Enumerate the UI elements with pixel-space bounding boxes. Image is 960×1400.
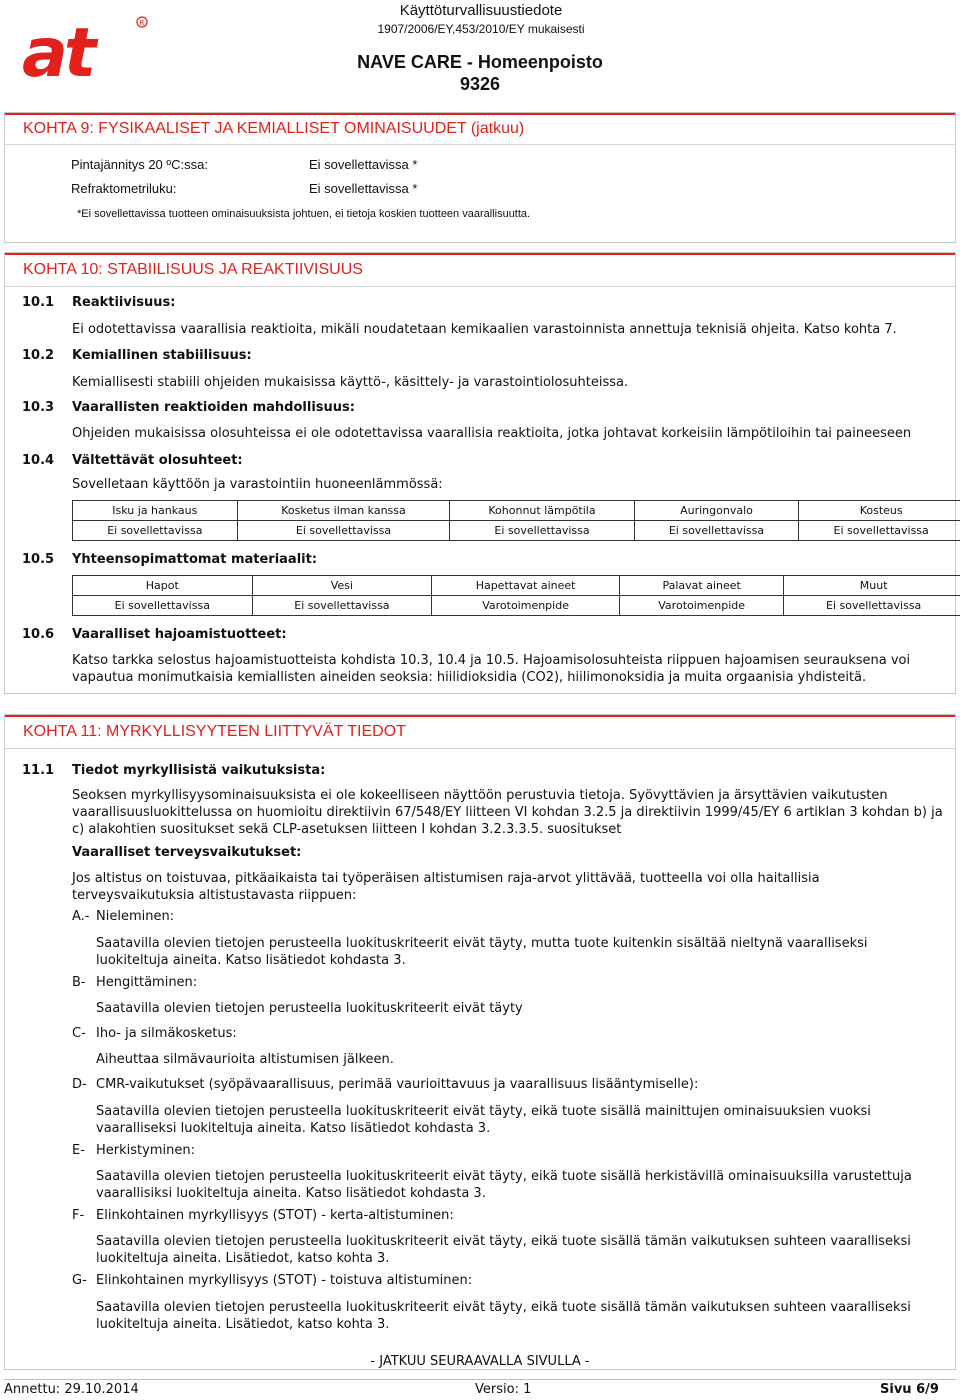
continues-note: - JATKUU SEURAAVALLA SIVULLA - <box>370 1354 590 1369</box>
regulation-reference: 1907/2006/EY,453/2010/EY mukaisesti <box>377 22 585 36</box>
conditions-table <box>72 500 960 541</box>
effect-letter: G- <box>72 1273 87 1288</box>
health-effects-heading: Vaaralliset terveysvaikutukset: <box>72 845 302 860</box>
product-code: 9326 <box>459 74 501 94</box>
effect-heading: CMR-vaikutukset (syöpävaarallisuus, perimää vaurioittavuus ja vaarallisuus lisääntymiselle): <box>96 1077 699 1092</box>
issued-date: Annettu: 29.10.2014 <box>4 1382 139 1397</box>
table-cell: Ei sovellettavissa <box>73 521 238 541</box>
effect-text: Saatavilla olevien tietojen perusteella luokituskriteerit eivät täyty, eikä tuote sisällä herkistävillä ominaisuuksilla varustettuja vaarallisiksi luokiteltuja aineita. Katso lisätiedot kohdasta 3. <box>96 1169 912 1201</box>
effect-letter: F- <box>72 1208 85 1223</box>
table-cell: Ei sovellettavissa <box>450 521 634 541</box>
table-header-row <box>73 501 960 521</box>
item-heading: Vaaralliset hajoamistuotteet: <box>72 627 287 642</box>
table-header-cell: Muut <box>784 576 960 596</box>
table-row <box>73 521 960 541</box>
item-number: 10.3 <box>22 400 55 415</box>
item-number: 10.1 <box>22 295 55 310</box>
effect-heading: Hengittäminen: <box>96 975 198 990</box>
table-header-row <box>73 576 960 596</box>
item-text: Kemiallisesti stabiili ohjeiden mukaisissa käyttö-, käsittely- ja varastointiolosuhteissa. <box>72 375 629 390</box>
effect-letter: B- <box>72 975 86 990</box>
effect-letter: C- <box>72 1026 86 1041</box>
effect-letter: D- <box>72 1077 87 1092</box>
item-heading: Reaktiivisuus: <box>72 295 176 310</box>
table-header-cell: Vesi <box>252 576 432 596</box>
table-header-cell: Kosketus ilman kanssa <box>237 501 450 521</box>
table-header-cell: Hapot <box>73 576 253 596</box>
item-number: 10.5 <box>22 552 55 567</box>
item-heading: Yhteensopimattomat materiaalit: <box>72 552 318 567</box>
item-text: Ohjeiden mukaisissa olosuhteissa ei ole odotettavissa vaarallisia reaktioita, jotka johtavat korkeisiin lämpötiloihin tai paineeseen <box>72 426 912 441</box>
item-number: 11.1 <box>22 763 55 778</box>
effect-letter: A.- <box>72 909 90 924</box>
item-number: 10.4 <box>22 453 55 468</box>
item-heading: Kemiallinen stabiilisuus: <box>72 348 252 363</box>
footer-divider <box>4 1379 956 1380</box>
effect-text: Saatavilla olevien tietojen perusteella luokituskriteerit eivät täyty <box>96 1001 523 1016</box>
section-9-title: KOHTA 9: FYSIKAALISET JA KEMIALLISET OMINAISUUDET (jatkuu) <box>5 115 955 145</box>
section-9 <box>4 112 956 243</box>
effect-heading: Elinkohtainen myrkyllisyys (STOT) - kerta-altistuminen: <box>96 1208 454 1223</box>
table-header-cell: Auringonvalo <box>634 501 799 521</box>
table-cell: Varotoimenpide <box>432 596 620 616</box>
document-title: Käyttöturvallisuustiedote <box>399 2 563 19</box>
table-header-cell: Palavat aineet <box>619 576 783 596</box>
logo-text: at <box>22 14 93 86</box>
table-cell: Ei sovellettavissa <box>252 596 432 616</box>
product-name: NAVE CARE - Homeenpoisto <box>357 52 603 72</box>
table-header-cell: Kosteus <box>799 501 960 521</box>
table-cell: Ei sovellettavissa <box>237 521 450 541</box>
materials-table <box>72 575 960 616</box>
table-cell: Ei sovellettavissa <box>784 596 960 616</box>
section-11-title: KOHTA 11: MYRKYLLISYYTEEN LIITTYVÄT TIEDOT <box>5 717 955 749</box>
item-number: 10.6 <box>22 627 55 642</box>
page-number: Sivu 6/9 <box>880 1382 939 1397</box>
effect-text: Saatavilla olevien tietojen perusteella luokituskriteerit eivät täyty, eikä tuote sisällä tämän vaikutuksen suhteen vaaralliseksi luokiteltuja aineita. Lisätiedot, katso kohta 3. <box>96 1234 911 1266</box>
item-heading: Vältettävät olosuhteet: <box>72 453 243 468</box>
toxicity-intro: Seoksen myrkyllisyysominaisuuksista ei ole kokeelliseen näyttöön perustuvia tietoja. Syövyttävien ja ärsyttävien vaikutusten vaarallisuusluokittelussa on huomioitu direktiivin 67/548/EY liitteen VI kohdan 3.2.5 ja direktiivin 1999/45/EY 6 artiklan 3 kohdan b) ja c) alakohtien suositukset sekä CLP-asetuksen liitteen I kohdan 3.2.3.3.5. suositukset <box>72 788 943 837</box>
table-cell: Varotoimenpide <box>619 596 783 616</box>
effect-text: Saatavilla olevien tietojen perusteella luokituskriteerit eivät täyty, eikä tuote sisällä tämän vaikutuksen suhteen vaaralliseksi luokiteltuja aineita. Lisätiedot, katso kohta 3. <box>96 1300 911 1332</box>
property-value: Ei sovellettavissa * <box>309 181 418 196</box>
company-logo <box>20 14 150 86</box>
footnote: *Ei sovellettavissa tuotteen ominaisuuksista johtuen, ei tietoja koskien tuotteen vaarallisuutta. <box>77 208 531 220</box>
table-cell: Ei sovellettavissa <box>799 521 960 541</box>
health-effects-text: Jos altistus on toistuvaa, pitkäaikaista tai työperäisen altistumisen raja-arvot ylittävää, tuotteella voi olla haitallisia terveysvaikutuksia altistustavasta riippuen: <box>72 871 820 903</box>
table-header-cell: Kohonnut lämpötila <box>450 501 634 521</box>
version: Versio: 1 <box>475 1382 532 1397</box>
effect-heading: Herkistyminen: <box>96 1143 195 1158</box>
item-text: Sovelletaan käyttöön ja varastointiin huoneenlämmössä: <box>72 477 443 492</box>
effect-heading: Nieleminen: <box>96 909 175 924</box>
table-header-cell: Hapettavat aineet <box>432 576 620 596</box>
table-row <box>73 596 960 616</box>
section-10-title: KOHTA 10: STABIILISUUS JA REAKTIIVISUUS <box>5 255 955 287</box>
property-label: Pintajännitys 20 ºC:ssa: <box>71 157 208 172</box>
svg-text:R: R <box>139 19 145 27</box>
effect-text: Saatavilla olevien tietojen perusteella luokituskriteerit eivät täyty, eikä tuote sisällä mainittujen ominaisuuksien vuoksi vaaralliseksi luokiteltuja aineita. Katso lisätiedot kohdasta 3. <box>96 1104 871 1136</box>
item-text: Katso tarkka selostus hajoamistuotteista kohdista 10.3, 10.4 ja 10.5. Hajoamisolosuhteista riippuen hajoamisen seurauksena voi vapautua monimutkaisia kemiallisten aineiden seoksia: hiilidioksidia (CO2), hiilimonoksidia ja muita orgaanisia yhdisteitä. <box>72 653 911 685</box>
table-cell: Ei sovellettavissa <box>634 521 799 541</box>
effect-heading: Elinkohtainen myrkyllisyys (STOT) - toistuva altistuminen: <box>96 1273 473 1288</box>
item-heading: Tiedot myrkyllisistä vaikutuksista: <box>72 763 326 778</box>
table-cell: Ei sovellettavissa <box>73 596 253 616</box>
effect-letter: E- <box>72 1143 85 1158</box>
property-label: Refraktometriluku: <box>71 181 177 196</box>
item-number: 10.2 <box>22 348 55 363</box>
effect-text: Aiheuttaa silmävaurioita altistumisen jälkeen. <box>96 1052 394 1067</box>
item-heading: Vaarallisten reaktioiden mahdollisuus: <box>72 400 355 415</box>
effect-text: Saatavilla olevien tietojen perusteella luokituskriteerit eivät täyty, mutta tuote kuitenkin sisältää nieltynä vaaralliseksi luokiteltuja aineita. Katso lisätiedot kohdasta 3. <box>96 936 868 968</box>
effect-heading: Iho- ja silmäkosketus: <box>96 1026 237 1041</box>
property-value: Ei sovellettavissa * <box>309 157 418 172</box>
item-text: Ei odotettavissa vaarallisia reaktioita, mikäli noudatetaan kemikaalien varastoinnista annettuja teknisiä ohjeita. Katso kohta 7. <box>72 322 897 337</box>
table-header-cell: Isku ja hankaus <box>73 501 238 521</box>
